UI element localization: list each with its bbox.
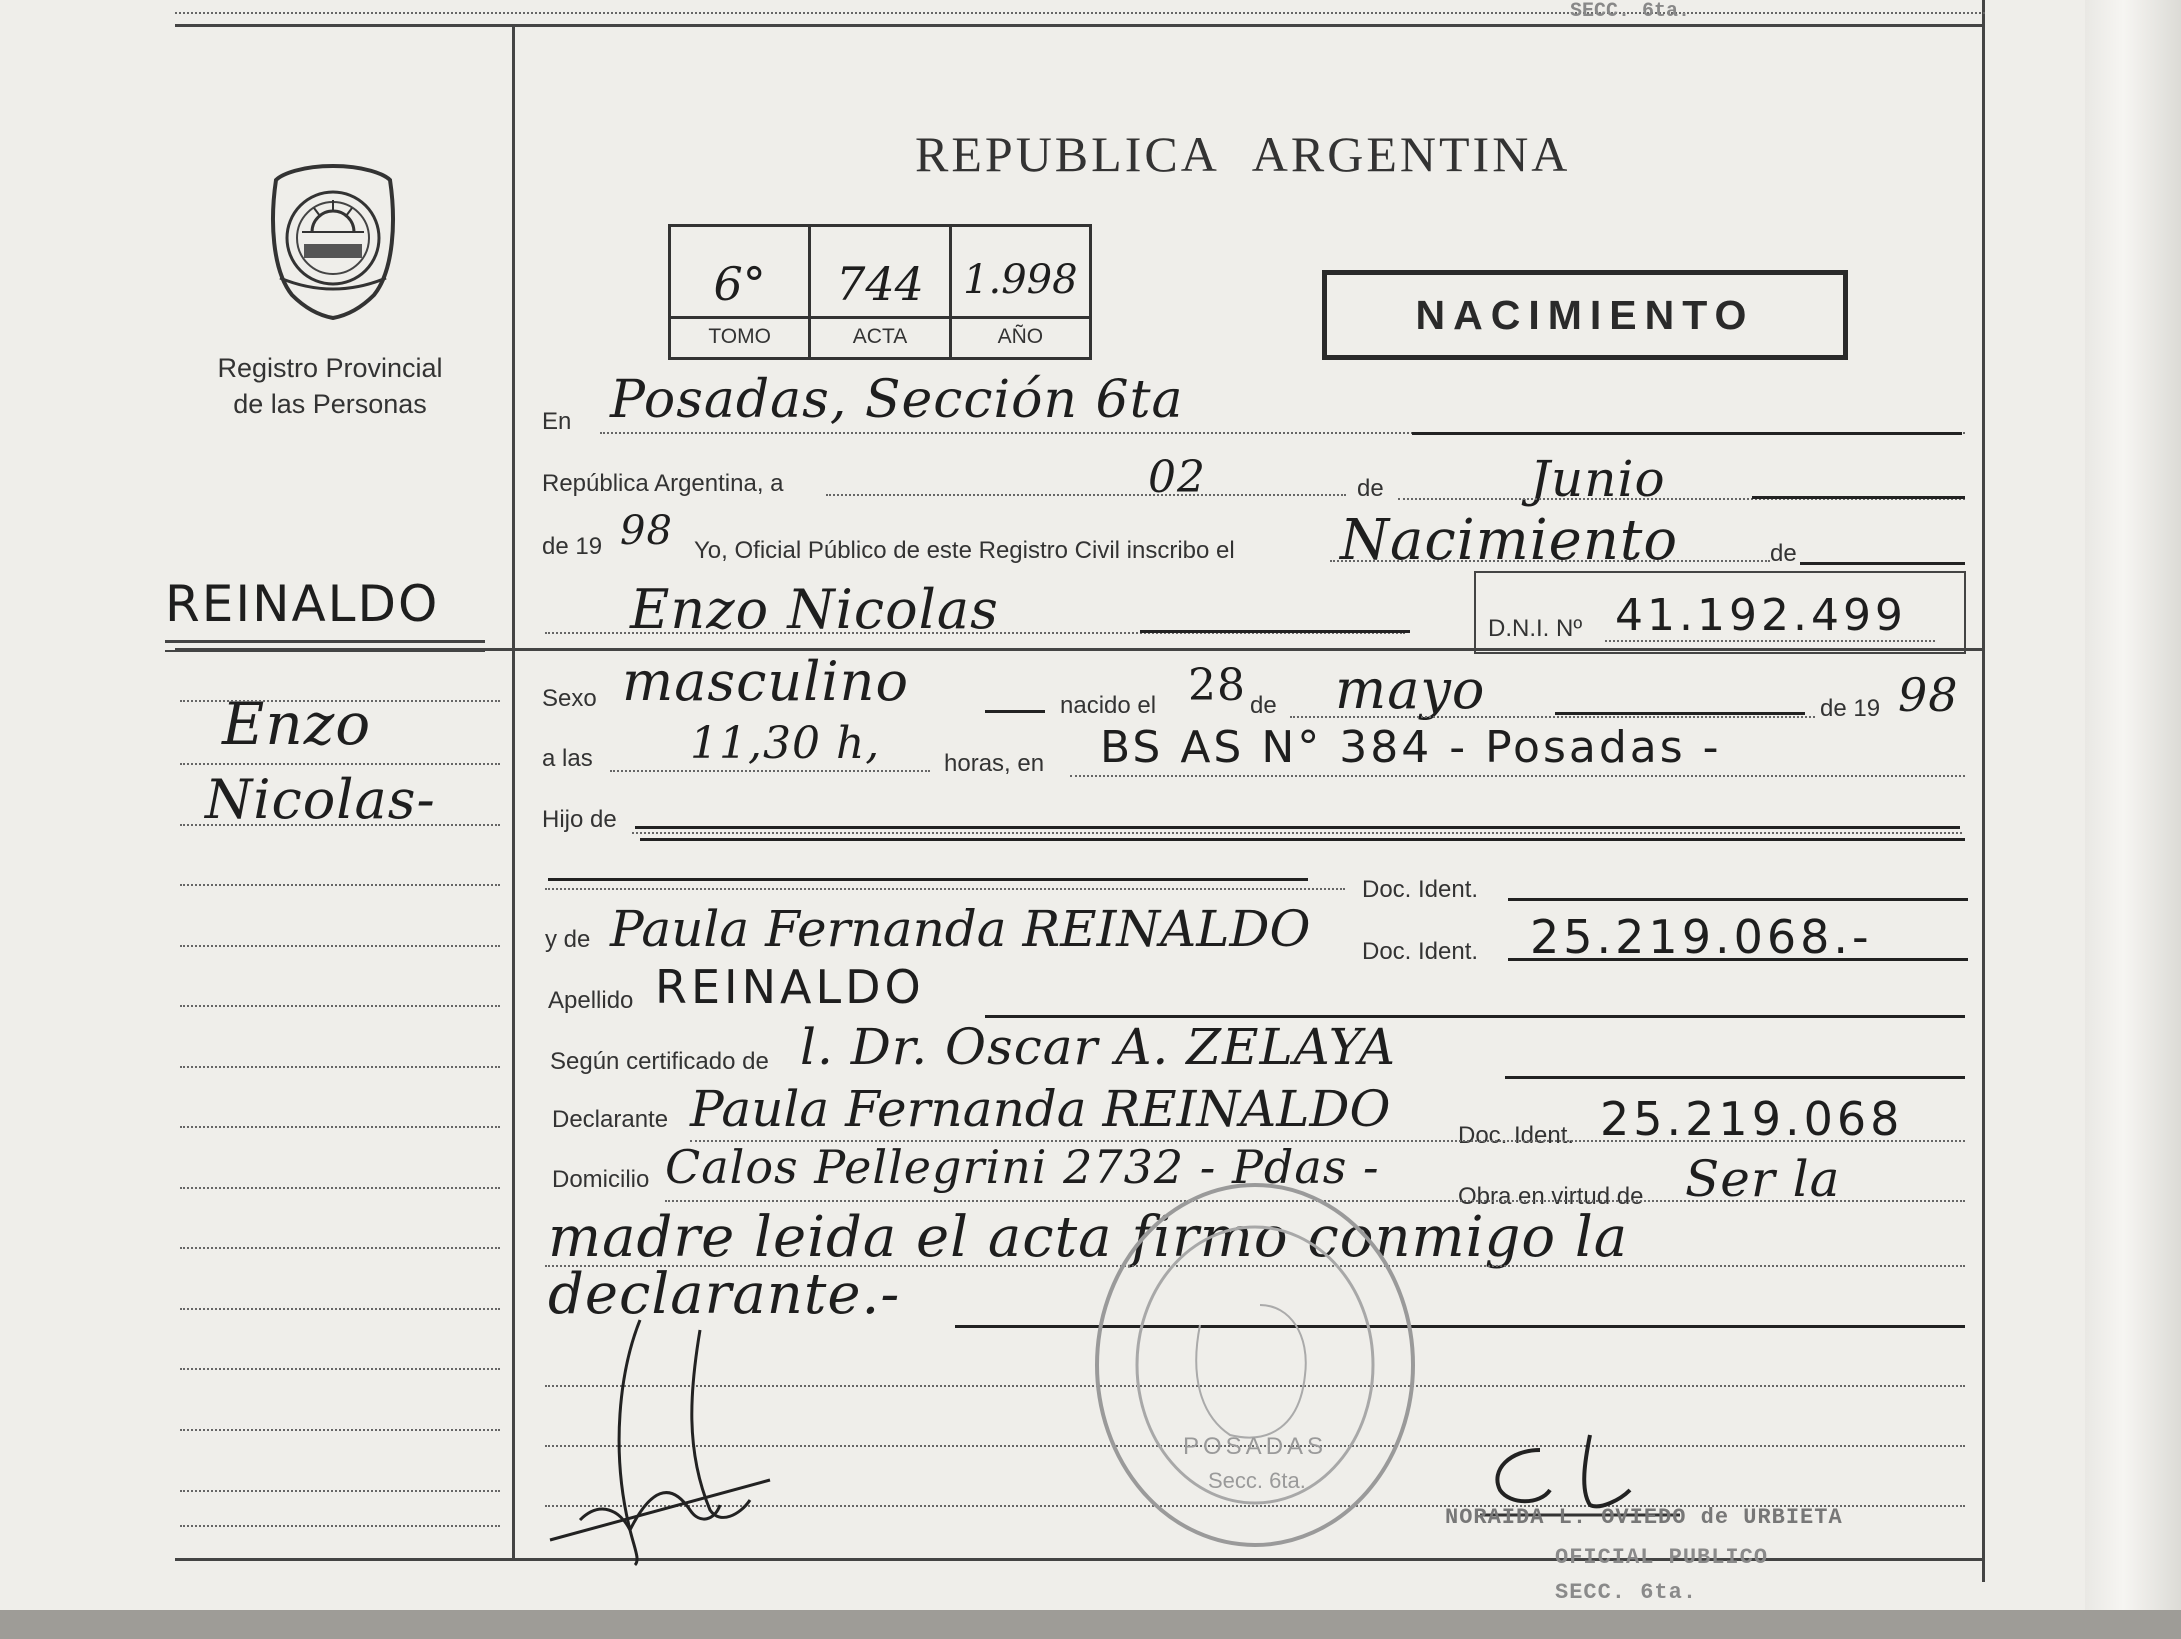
- child-name-line-fill: [1140, 630, 1410, 633]
- top-border: [175, 24, 1985, 27]
- top-stamp-fragment: SECC. 6ta.: [1570, 0, 1691, 23]
- dni-label: D.N.I. Nº: [1488, 615, 1583, 642]
- father-line-strike-1: [635, 826, 1960, 829]
- birth-year: 98: [1898, 668, 1959, 722]
- margin-line: [180, 945, 500, 947]
- en-value: Posadas, Sección 6ta: [610, 370, 1184, 430]
- birth-de-label: de: [1250, 692, 1277, 719]
- day-line: [826, 494, 1346, 496]
- margin-line: [180, 1005, 500, 1007]
- margin-given-line-2: Nicolas-: [205, 768, 436, 831]
- father-doc-value-strike: [1508, 898, 1968, 901]
- declarante-doc-value: 25.219.068: [1600, 1092, 1904, 1146]
- page-edge: [2085, 0, 2181, 1639]
- en-label: En: [542, 408, 572, 435]
- margin-surname: REINALDO: [165, 575, 440, 633]
- margin-line: [180, 763, 500, 765]
- registry-line-2: de las Personas: [233, 389, 427, 419]
- birth-month: mayo: [1335, 658, 1486, 721]
- officer-text: Yo, Oficial Público de este Registro Civil inscribo el: [694, 537, 1235, 564]
- mother-doc-line: [1508, 958, 1968, 961]
- tomo-value: 6°: [713, 257, 766, 311]
- margin-surname-underline-1: [165, 640, 485, 643]
- father-line-strike-2: [640, 838, 1965, 841]
- father-doc-line-strike: [548, 878, 1308, 881]
- margin-line: [180, 1308, 500, 1310]
- stamp-sub: Secc. 6ta.: [1208, 1468, 1306, 1493]
- margin-line: [180, 1368, 500, 1370]
- center-divider: [512, 24, 515, 1559]
- sexo-value: masculino: [622, 650, 909, 713]
- mother-doc-label: Doc. Ident.: [1362, 938, 1479, 965]
- record-number-table: [668, 224, 1092, 360]
- month-de-label: de: [1357, 475, 1384, 502]
- anio-cell: [952, 227, 1089, 357]
- child-name: Enzo Nicolas: [630, 578, 999, 641]
- apellido-label: Apellido: [548, 987, 634, 1014]
- en-line-fill: [1412, 432, 1962, 435]
- margin-line: [180, 1490, 500, 1492]
- month-value: Junio: [1530, 450, 1666, 508]
- time-line: [610, 770, 930, 772]
- record-type-box: NACIMIENTO: [1322, 270, 1848, 360]
- obra-line-3: declarante.-: [548, 1262, 901, 1327]
- father-doc-label: Doc. Ident.: [1362, 876, 1479, 903]
- registry-line-1: Registro Provincial: [217, 353, 443, 383]
- anio-label: AÑO: [952, 316, 1089, 357]
- margin-line: [180, 700, 500, 702]
- sexo-label: Sexo: [542, 685, 597, 712]
- right-border: [1982, 0, 1985, 1582]
- hijo-label: Hijo de: [542, 806, 617, 833]
- margin-line: [180, 1126, 500, 1128]
- margin-line: [180, 1066, 500, 1068]
- domicilio-label: Domicilio: [552, 1166, 650, 1193]
- place-value: BS AS N° 384 - Posadas -: [1100, 722, 1722, 773]
- margin-line: [180, 1247, 500, 1249]
- anio-value: 1.998: [963, 257, 1078, 303]
- event-de-label: de: [1770, 540, 1797, 567]
- official-section-stamp: SECC. 6ta.: [1555, 1580, 1698, 1605]
- alas-label: a las: [542, 745, 593, 772]
- father-doc-line: [545, 888, 1345, 890]
- margin-line: [180, 824, 500, 826]
- registry-name: [190, 350, 470, 422]
- acta-cell: [811, 227, 951, 357]
- segun-line: [1505, 1076, 1965, 1079]
- segun-value: l. Dr. Oscar A. ZELAYA: [800, 1018, 1396, 1076]
- official-title-stamp: OFICIAL PUBLICO: [1555, 1545, 1769, 1570]
- birth-line-fill: [1555, 712, 1805, 715]
- birth-line: [1290, 716, 1815, 718]
- mother-name: Paula Fernanda REINALDO: [610, 900, 1311, 958]
- day-value: 02: [1148, 452, 1206, 503]
- time-value: 11,30 h,: [690, 718, 881, 769]
- margin-surname-underline-2: [165, 650, 485, 652]
- mother-doc-value: 25.219.068.-: [1530, 910, 1873, 964]
- horas-label: horas, en: [944, 750, 1045, 777]
- obra-line-2: madre leida el acta firmo conmigo la: [548, 1205, 1629, 1270]
- month-line-fill: [1752, 496, 1965, 499]
- acta-value: 744: [836, 257, 924, 311]
- event-value: Nacimiento: [1340, 508, 1679, 573]
- dni-line: [1605, 640, 1935, 642]
- top-dotted-rule: [175, 12, 1985, 14]
- margin-line: [180, 1429, 500, 1431]
- declarante-doc-label: Doc. Ident.: [1458, 1122, 1575, 1149]
- margin-line: [180, 1525, 500, 1527]
- nacido-label: nacido el: [1060, 692, 1157, 719]
- stamp-city: POSADAS: [1183, 1433, 1328, 1460]
- tomo-cell: [671, 227, 811, 357]
- yde-label: y de: [545, 926, 591, 953]
- dni-value: 41.192.499: [1615, 590, 1907, 641]
- sexo-line-fill: [985, 710, 1045, 713]
- declarante-label: Declarante: [552, 1106, 669, 1133]
- declarante-value: Paula Fernanda REINALDO: [690, 1080, 1391, 1138]
- year-prefix-label: de 19: [542, 533, 603, 560]
- birth-day: 28: [1188, 660, 1246, 711]
- page-title: REPUBLICA ARGENTINA: [915, 126, 1571, 182]
- event-line-fill: [1800, 562, 1965, 565]
- place-line: [1070, 775, 1965, 777]
- margin-line: [180, 884, 500, 886]
- page-bottom-edge: [0, 1610, 2181, 1639]
- obra-label: Obra en virtud de: [1458, 1183, 1644, 1210]
- margin-given-line-1: Enzo: [222, 690, 372, 758]
- segun-label: Según certificado de: [550, 1048, 769, 1075]
- official-name-stamp: NORAIDA L. OVIEDO de URBIETA: [1445, 1505, 1843, 1530]
- signature-left: [540, 1310, 780, 1570]
- margin-line: [180, 1187, 500, 1189]
- birth-year-prefix: de 19: [1820, 695, 1881, 722]
- event-line: [1330, 560, 1770, 562]
- apellido-value: REINALDO: [655, 960, 925, 1014]
- father-line: [632, 832, 1962, 834]
- obra-value: Ser la: [1685, 1150, 1841, 1208]
- domicilio-value: Calos Pellegrini 2732 - Pdas -: [665, 1140, 1380, 1194]
- misiones-seal-icon: [262, 160, 404, 320]
- tomo-label: TOMO: [671, 316, 808, 357]
- registration-year-value: 98: [620, 508, 673, 554]
- civil-registry-circular-stamp: [1090, 1175, 1420, 1555]
- acta-label: ACTA: [811, 316, 948, 357]
- republica-label: República Argentina, a: [542, 470, 784, 497]
